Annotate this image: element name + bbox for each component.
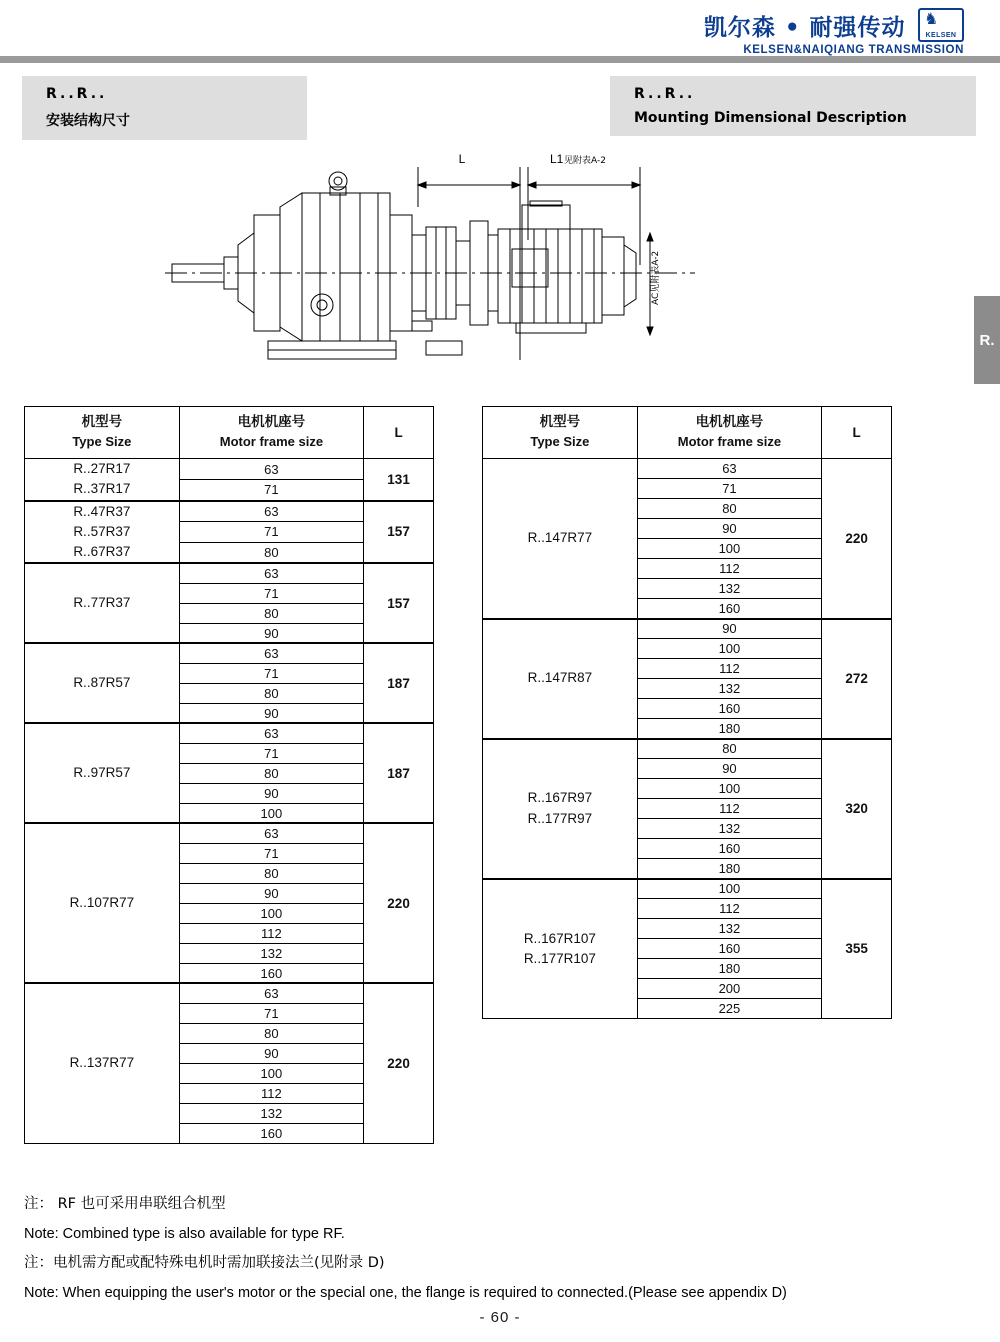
cell-type-size: R..27R17 R..37R17 [25, 459, 180, 501]
brand-name-cn: 凯尔森 • 耐强传动 [703, 14, 906, 41]
header-divider [0, 56, 1000, 63]
cell-l-value: 187 [364, 643, 434, 723]
table-header-row [483, 407, 892, 459]
cell-motor-frame-size: 90 [179, 703, 363, 723]
cell-type-size: R..47R37 R..57R37 R..67R37 [25, 501, 180, 564]
cell-motor-frame-size: 100 [637, 539, 821, 559]
section-title-left [22, 76, 307, 140]
header-type-size [25, 407, 180, 459]
brand-logo [918, 8, 964, 42]
cell-motor-frame-size: 71 [179, 663, 363, 683]
cell-motor-frame-size: 132 [179, 943, 363, 963]
cell-type-size: R..87R57 [25, 643, 180, 723]
cell-motor-frame-size: 80 [179, 683, 363, 703]
cell-motor-frame-size: 63 [179, 823, 363, 843]
cell-motor-frame-size: 132 [179, 1103, 363, 1123]
header-type-cn: 机型号 [539, 414, 581, 431]
cell-motor-frame-size: 80 [179, 603, 363, 623]
cell-motor-frame-size: 90 [179, 1043, 363, 1063]
cell-motor-frame-size: 112 [637, 659, 821, 679]
page-number: - 60 - [479, 1309, 521, 1326]
cell-motor-frame-size: 160 [637, 699, 821, 719]
table-header-row [25, 407, 434, 459]
cell-motor-frame-size: 160 [637, 599, 821, 619]
cell-motor-frame-size: 112 [637, 559, 821, 579]
cell-type-size: R..77R37 [25, 563, 180, 643]
cell-motor-frame-size: 80 [179, 542, 363, 563]
cell-type-size: R..167R107 R..177R107 [483, 879, 638, 1019]
dimension-table-left [24, 406, 434, 1144]
cell-motor-frame-size: 100 [637, 779, 821, 799]
note-line-1: 注： RF 也可采用串联组合机型 [24, 1196, 226, 1212]
cell-motor-frame-size: 112 [637, 899, 821, 919]
gearbox-drawing-svg [150, 145, 710, 395]
cell-motor-frame-size: 180 [637, 719, 821, 739]
header-l: L [822, 407, 892, 459]
cell-motor-frame-size: 160 [637, 939, 821, 959]
table-row [483, 459, 892, 479]
cell-l-value: 220 [822, 459, 892, 619]
header-type-size [483, 407, 638, 459]
dim-label-l1-note: 见附表A-2 [564, 156, 606, 166]
cell-motor-frame-size: 71 [179, 1003, 363, 1023]
cell-motor-frame-size: 71 [179, 843, 363, 863]
table-row [25, 563, 434, 583]
table-row [483, 619, 892, 639]
header-frame-en: Motor frame size [677, 433, 782, 449]
header-frame-size [179, 407, 363, 459]
cell-motor-frame-size: 90 [179, 783, 363, 803]
cell-l-value: 220 [364, 983, 434, 1143]
cell-type-size: R..147R77 [483, 459, 638, 619]
dim-label-ac: AC见附表A-2 [651, 250, 661, 305]
cell-motor-frame-size: 200 [637, 979, 821, 999]
cell-motor-frame-size: 112 [637, 799, 821, 819]
section-text-right: Mounting Dimensional Description [634, 110, 907, 126]
cell-motor-frame-size: 112 [179, 923, 363, 943]
table-row [25, 643, 434, 663]
notes-block [24, 1190, 964, 1309]
section-text-left: 安装结构尺寸 [46, 113, 130, 129]
table-row [25, 459, 434, 480]
cell-motor-frame-size: 225 [637, 999, 821, 1019]
horse-icon: ♞ [924, 11, 939, 28]
cell-motor-frame-size: 160 [637, 839, 821, 859]
section-code-right: R..R.. [634, 86, 696, 102]
cell-motor-frame-size: 63 [179, 643, 363, 663]
cell-motor-frame-size: 132 [637, 819, 821, 839]
table-body-right [483, 459, 892, 1019]
section-code-left: R..R.. [46, 86, 108, 102]
cell-motor-frame-size: 180 [637, 959, 821, 979]
brand-name-en: KELSEN&NAIQIANG TRANSMISSION [743, 44, 964, 56]
cell-motor-frame-size: 71 [637, 479, 821, 499]
cell-motor-frame-size: 132 [637, 919, 821, 939]
cell-motor-frame-size: 132 [637, 579, 821, 599]
cell-motor-frame-size: 100 [637, 879, 821, 899]
dim-label-l1: L1 [550, 152, 564, 166]
cell-type-size: R..167R97 R..177R97 [483, 739, 638, 879]
cell-motor-frame-size: 80 [179, 863, 363, 883]
cell-motor-frame-size: 112 [179, 1083, 363, 1103]
cell-type-size: R..107R77 [25, 823, 180, 983]
cell-type-size: R..137R77 [25, 983, 180, 1143]
cell-motor-frame-size: 90 [179, 883, 363, 903]
cell-type-size: R..147R87 [483, 619, 638, 739]
header-l: L [364, 407, 434, 459]
cell-l-value: 157 [364, 501, 434, 564]
header-type-en: Type Size [530, 433, 590, 449]
cell-motor-frame-size: 63 [637, 459, 821, 479]
cell-motor-frame-size: 71 [179, 480, 363, 501]
cell-l-value: 320 [822, 739, 892, 879]
note-line-4: Note: When equipping the user's motor or the special one, the flange is required to connected.(Please see appendix D) [24, 1285, 787, 1302]
dimension-table-right [482, 406, 892, 1019]
cell-motor-frame-size: 71 [179, 583, 363, 603]
section-title-right [610, 76, 976, 136]
brand-logo-text: KELSEN [925, 32, 957, 39]
cell-l-value: 131 [364, 459, 434, 501]
cell-motor-frame-size: 80 [637, 739, 821, 759]
table-row [25, 723, 434, 743]
cell-motor-frame-size: 80 [637, 499, 821, 519]
cell-motor-frame-size: 100 [637, 639, 821, 659]
header-frame-en: Motor frame size [219, 433, 324, 449]
brand-header [704, 8, 964, 56]
cell-motor-frame-size: 100 [179, 803, 363, 823]
table-row [25, 983, 434, 1003]
table-row [25, 501, 434, 522]
cell-motor-frame-size: 63 [179, 459, 363, 480]
cell-motor-frame-size: 63 [179, 723, 363, 743]
cell-motor-frame-size: 180 [637, 859, 821, 879]
cell-motor-frame-size: 90 [179, 623, 363, 643]
cell-l-value: 157 [364, 563, 434, 643]
header-frame-cn: 电机机座号 [237, 414, 306, 431]
cell-motor-frame-size: 90 [637, 759, 821, 779]
cell-l-value: 187 [364, 723, 434, 823]
table-row [483, 879, 892, 899]
header-frame-cn: 电机机座号 [695, 414, 764, 431]
note-line-2: Note: Combined type is also available for type RF. [24, 1225, 345, 1242]
cell-motor-frame-size: 100 [179, 1063, 363, 1083]
table-row [25, 823, 434, 843]
cell-motor-frame-size: 90 [637, 519, 821, 539]
cell-motor-frame-size: 80 [179, 763, 363, 783]
table-body-left [25, 459, 434, 1144]
cell-l-value: 355 [822, 879, 892, 1019]
cell-motor-frame-size: 63 [179, 501, 363, 522]
table-row [483, 739, 892, 759]
cell-type-size: R..97R57 [25, 723, 180, 823]
header-type-cn: 机型号 [81, 414, 123, 431]
cell-motor-frame-size: 63 [179, 983, 363, 1003]
cell-l-value: 272 [822, 619, 892, 739]
cell-motor-frame-size: 80 [179, 1023, 363, 1043]
cell-motor-frame-size: 71 [179, 743, 363, 763]
dim-label-l: L [458, 152, 466, 166]
note-line-3: 注：电机需方配或配特殊电机时需加联接法兰(见附录 D) [24, 1255, 385, 1272]
cell-motor-frame-size: 90 [637, 619, 821, 639]
gearbox-drawing [150, 145, 710, 395]
header-type-en: Type Size [72, 433, 132, 449]
cell-motor-frame-size: 160 [179, 1123, 363, 1143]
cell-motor-frame-size: 132 [637, 679, 821, 699]
cell-motor-frame-size: 63 [179, 563, 363, 583]
cell-l-value: 220 [364, 823, 434, 983]
cell-motor-frame-size: 71 [179, 521, 363, 542]
side-tab-r: R. [974, 296, 1000, 384]
header-frame-size [637, 407, 821, 459]
cell-motor-frame-size: 160 [179, 963, 363, 983]
cell-motor-frame-size: 100 [179, 903, 363, 923]
